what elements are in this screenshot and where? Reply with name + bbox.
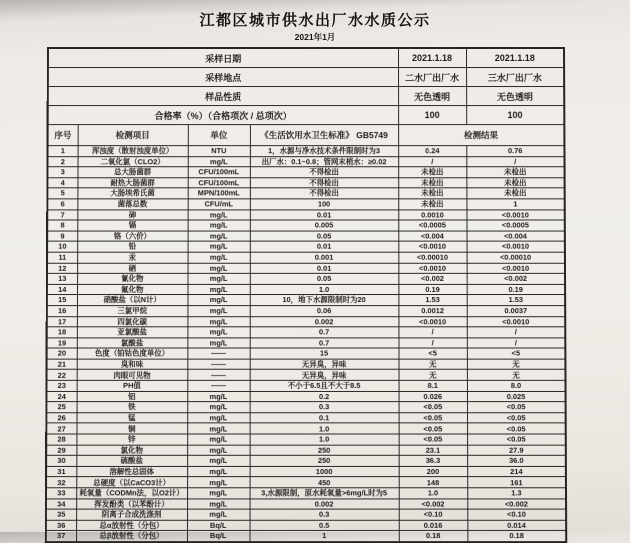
cell-seq: 12 [47, 263, 77, 274]
cell-result-plant2: 0.24 [398, 146, 466, 157]
col-header-standard: 《生活饮用水卫生标准》 GB5749 [250, 125, 398, 146]
cell-unit: mg/L [187, 316, 249, 327]
cell-item: 氯化物 [76, 445, 187, 456]
data-rows [46, 146, 566, 542]
cell-result-plant3: <0.05 [467, 423, 566, 434]
cell-result-plant2: 无 [399, 370, 467, 381]
cell-seq: 20 [47, 348, 77, 359]
table-row [47, 167, 564, 178]
cell-seq: 25 [46, 402, 76, 413]
cell-item: 氯酸盐 [77, 338, 188, 349]
meta-value-plant2: 100 [398, 106, 466, 125]
cell-result-plant2: <0.002 [398, 273, 466, 284]
table-row [46, 445, 566, 456]
cell-item: 总β放射性（分包） [76, 531, 187, 542]
cell-limit: 0.5 [250, 520, 399, 531]
cell-limit: 1.0 [250, 284, 399, 295]
cell-unit: MPN/100mL [188, 188, 250, 199]
cell-limit: 0.01 [250, 263, 399, 274]
cell-result-plant3: <0.05 [467, 413, 566, 424]
cell-result-plant3: <0.004 [467, 231, 565, 242]
cell-result-plant3: 0.025 [467, 391, 566, 402]
cell-seq: 9 [47, 231, 77, 242]
cell-result-plant2: <0.0005 [398, 220, 466, 231]
col-header-seq: 序号 [48, 125, 78, 146]
cell-unit: mg/L [187, 295, 249, 306]
cell-result-plant2: 0.19 [398, 284, 466, 295]
cell-result-plant3: 0.19 [467, 284, 565, 295]
meta-row [48, 68, 564, 87]
cell-result-plant3: 未检出 [466, 188, 564, 199]
table-row [47, 220, 565, 231]
cell-unit: mg/L [188, 263, 250, 274]
cell-unit: mg/L [187, 466, 249, 477]
cell-item: 硒 [77, 263, 187, 274]
table-row [46, 402, 565, 413]
cell-unit: CFU/mL [188, 199, 250, 210]
cell-item: 臭和味 [77, 359, 188, 370]
meta-label: 样品性质 [48, 87, 398, 106]
cell-result-plant2: 未检出 [398, 199, 466, 210]
cell-result-plant2: / [398, 327, 466, 338]
table-row [46, 488, 566, 499]
cell-seq: 29 [46, 445, 76, 456]
cell-unit: mg/L [187, 338, 249, 349]
cell-item: 氟化物 [77, 284, 187, 295]
cell-result-plant3: 未检出 [466, 178, 564, 189]
meta-value-plant3: 2021.1.18 [466, 48, 564, 68]
cell-result-plant3: <0.002 [467, 499, 566, 510]
cell-unit: mg/L [187, 509, 250, 520]
cell-unit: mg/L [187, 499, 250, 510]
cell-limit: 0.3 [250, 402, 399, 413]
cell-seq: 15 [47, 295, 77, 306]
cell-result-plant2: <0.05 [399, 423, 467, 434]
table-row [47, 316, 566, 327]
meta-value-plant2: 2021.1.18 [398, 48, 466, 68]
cell-result-plant3: 1.53 [467, 295, 565, 306]
cell-limit: 不小于6.5且不大于8.5 [250, 380, 399, 391]
cell-unit: Bq/L [187, 531, 250, 542]
cell-result-plant3: <0.002 [467, 273, 565, 284]
cell-unit: mg/L [188, 156, 250, 167]
cell-seq: 6 [47, 199, 77, 210]
cell-unit: mg/L [187, 306, 249, 317]
cell-seq: 3 [47, 167, 77, 178]
cell-result-plant3: 0.014 [467, 520, 566, 531]
cell-result-plant2: 0.026 [399, 391, 467, 402]
meta-value-plant3: 100 [466, 106, 564, 125]
cell-unit: mg/L [187, 284, 249, 295]
cell-item: 砷 [77, 209, 187, 220]
cell-limit: 出厂水：0.1~0.8；管网末梢水：≥0.02 [250, 156, 398, 167]
meta-label: 采样地点 [48, 68, 398, 87]
cell-item: 铁 [77, 402, 188, 413]
table-row [47, 231, 565, 242]
cell-result-plant2: 8.1 [399, 380, 467, 391]
cell-seq: 16 [47, 306, 77, 317]
cell-limit: 无异臭，异味 [250, 370, 399, 381]
cell-item: 亚氯酸盐 [77, 327, 188, 338]
cell-unit: mg/L [188, 252, 250, 263]
table-row [46, 477, 566, 488]
col-header-result: 检测结果 [398, 125, 564, 146]
cell-seq: 37 [46, 531, 76, 542]
cell-item: 大肠埃希氏菌 [77, 188, 187, 199]
cell-result-plant2: 148 [399, 477, 468, 488]
cell-result-plant2: / [398, 338, 466, 349]
cell-result-plant3: 0.18 [467, 531, 566, 542]
table-row [46, 413, 565, 424]
cell-limit: 0.002 [250, 316, 399, 327]
table-row [47, 241, 565, 252]
cell-unit: mg/L [187, 477, 249, 488]
cell-limit: 0.7 [250, 327, 399, 338]
cell-limit: 0.06 [250, 306, 399, 317]
cell-result-plant2: 0.0012 [398, 306, 466, 317]
table-row [46, 434, 566, 445]
cell-result-plant2: <0.0010 [398, 316, 466, 327]
cell-limit: 0.05 [250, 231, 399, 242]
cell-seq: 32 [46, 477, 76, 488]
cell-unit: mg/L [187, 391, 249, 402]
col-header-item: 检测项目 [78, 125, 188, 146]
page-subtitle: 2021年1月 [294, 32, 336, 42]
cell-unit: mg/L [187, 456, 249, 467]
cell-item: 肉眼可见物 [77, 370, 188, 381]
cell-item: 总α放射性（分包） [76, 520, 187, 531]
cell-seq: 19 [47, 338, 77, 349]
table-row [46, 509, 566, 520]
cell-item: PH值 [77, 380, 188, 391]
table-row [47, 284, 565, 295]
meta-label: 采样日期 [48, 48, 398, 68]
cell-limit: 0.3 [250, 509, 399, 520]
cell-result-plant3: <5 [467, 348, 566, 359]
cell-limit: 1.0 [250, 434, 399, 445]
cell-result-plant3: <0.0010 [467, 263, 565, 274]
table-row [48, 146, 565, 157]
table-row [47, 338, 566, 349]
cell-result-plant2: 23.1 [399, 445, 468, 456]
table-row [46, 370, 565, 381]
cell-seq: 26 [46, 413, 76, 424]
cell-item: 阴离子合成洗涤剂 [76, 509, 187, 520]
cell-unit: CFU/100mL [188, 167, 250, 178]
cell-unit: CFU/100mL [188, 178, 250, 189]
table-row [47, 209, 565, 220]
cell-result-plant3: 1.3 [467, 488, 566, 499]
cell-item: 耗氧量（CODMn法，以O2计） [76, 488, 187, 499]
cell-limit: 10，地下水源限制时为20 [250, 295, 399, 306]
cell-unit: —— [187, 348, 249, 359]
meta-value-plant3: 三水厂出厂水 [466, 68, 564, 87]
cell-limit: 450 [250, 477, 399, 488]
cell-result-plant3: <0.0010 [467, 316, 566, 327]
cell-seq: 21 [47, 359, 77, 370]
cell-seq: 30 [46, 456, 76, 467]
cell-item: 锰 [77, 413, 188, 424]
cell-result-plant3: <0.05 [467, 402, 566, 413]
cell-unit: mg/L [187, 445, 249, 456]
cell-item: 耐热大肠菌群 [77, 178, 187, 189]
cell-result-plant2: <0.002 [399, 499, 468, 510]
cell-unit: mg/L [188, 209, 250, 220]
cell-seq: 4 [47, 178, 77, 189]
cell-result-plant2: <0.00010 [398, 252, 466, 263]
table-row [46, 380, 565, 391]
cell-item: 总大肠菌群 [77, 167, 187, 178]
cell-item: 总硬度（以CaCO3计） [76, 477, 187, 488]
cell-result-plant3: 0.0037 [467, 306, 565, 317]
cell-seq: 11 [47, 252, 77, 263]
cell-result-plant2: <0.05 [399, 402, 467, 413]
sample-meta-rows [48, 48, 565, 125]
cell-item: 四氯化碳 [77, 316, 188, 327]
table-row [46, 423, 566, 434]
cell-result-plant2: 未检出 [398, 178, 466, 189]
cell-item: 铅 [77, 241, 187, 252]
cell-limit: 不得检出 [250, 178, 398, 189]
table-row [47, 263, 565, 274]
cell-item: 硝酸盐（以N计） [77, 295, 188, 306]
table-row [46, 520, 566, 531]
table-row [47, 178, 564, 189]
cell-result-plant3: <0.10 [467, 509, 566, 520]
cell-unit: mg/L [187, 423, 249, 434]
cell-seq: 33 [46, 488, 76, 499]
cell-seq: 31 [46, 466, 76, 477]
cell-limit: 无异臭，异味 [250, 359, 399, 370]
cell-result-plant3: 214 [467, 466, 566, 477]
cell-limit: 250 [250, 445, 399, 456]
cell-item: 汞 [77, 252, 187, 263]
table-row [47, 359, 566, 370]
cell-seq: 8 [47, 220, 77, 231]
cell-limit: 1，水源与净水技术条件限制时为3 [250, 146, 398, 157]
cell-unit: —— [187, 380, 249, 391]
cell-result-plant2: <0.0010 [398, 263, 466, 274]
page-title: 江都区城市供水出厂水水质公示 [199, 12, 431, 29]
cell-unit: mg/L [187, 488, 249, 499]
cell-item: 铜 [76, 423, 187, 434]
cell-result-plant3: <0.0010 [466, 209, 564, 220]
cell-unit: mg/L [188, 273, 250, 284]
cell-limit: 0.001 [250, 252, 399, 263]
cell-seq: 1 [48, 146, 78, 157]
meta-value-plant3: 无色透明 [466, 87, 564, 106]
meta-value-plant2: 二水厂出厂水 [398, 68, 466, 87]
cell-limit: 0.05 [250, 273, 399, 284]
cell-result-plant2: <5 [398, 348, 466, 359]
cell-seq: 7 [47, 209, 77, 220]
cell-unit: mg/L [187, 434, 249, 445]
cell-result-plant3: 1 [466, 199, 564, 210]
cell-item: 铝 [77, 391, 188, 402]
cell-result-plant2: 200 [399, 466, 468, 477]
cell-result-plant3: 未检出 [466, 167, 564, 178]
cell-unit: mg/L [188, 220, 250, 231]
cell-limit: 15 [250, 348, 399, 359]
column-header-row [48, 125, 565, 146]
cell-seq: 34 [46, 499, 76, 510]
cell-item: 挥发酚类（以苯酚计） [76, 499, 187, 510]
cell-item: 镉 [77, 220, 187, 231]
table-row [47, 156, 564, 167]
meta-value-plant2: 无色透明 [398, 87, 466, 106]
cell-result-plant2: 0.016 [399, 520, 468, 531]
cell-result-plant2: 未检出 [398, 167, 466, 178]
table-row [47, 252, 565, 263]
cell-limit: 1 [250, 531, 399, 542]
cell-result-plant3: 无 [467, 359, 566, 370]
cell-limit: 1000 [250, 466, 399, 477]
cell-unit: mg/L [187, 402, 249, 413]
cell-item: 铬（六价） [77, 231, 187, 242]
table-row [47, 273, 565, 284]
cell-result-plant2: 0.0010 [398, 209, 466, 220]
cell-result-plant2: 1.53 [398, 295, 466, 306]
cell-limit: 0.01 [250, 241, 399, 252]
cell-unit: mg/L [187, 413, 249, 424]
cell-result-plant2: 无 [399, 359, 467, 370]
cell-seq: 10 [47, 241, 77, 252]
cell-unit: NTU [188, 146, 250, 157]
cell-seq: 13 [47, 273, 77, 284]
cell-unit: —— [187, 359, 249, 370]
table-row [47, 348, 566, 359]
cell-seq: 27 [46, 423, 76, 434]
cell-seq: 22 [46, 370, 76, 381]
cell-limit: 0.7 [250, 338, 399, 349]
table-row [46, 531, 566, 542]
cell-limit: 0.01 [250, 209, 398, 220]
cell-limit: 3,水源限制，原水耗氧量>6mg/L时为5 [250, 488, 399, 499]
table-row [46, 466, 566, 477]
cell-item: 三氯甲烷 [77, 306, 188, 317]
cell-unit: Bq/L [187, 520, 250, 531]
meta-row [48, 87, 565, 106]
cell-seq: 2 [47, 156, 77, 167]
cell-result-plant3: <0.0010 [467, 241, 565, 252]
cell-result-plant2: 未检出 [398, 188, 466, 199]
table-row [47, 306, 565, 317]
cell-unit: mg/L [187, 327, 249, 338]
cell-result-plant3: <0.0005 [466, 220, 564, 231]
cell-seq: 24 [46, 391, 76, 402]
cell-result-plant3: 161 [467, 477, 566, 488]
cell-result-plant2: 36.3 [399, 456, 468, 467]
cell-seq: 36 [46, 520, 76, 531]
cell-seq: 18 [47, 327, 77, 338]
cell-item: 氰化物 [77, 273, 187, 284]
cell-limit: 1.0 [250, 423, 399, 434]
table-row [47, 199, 564, 210]
cell-limit: 不得检出 [250, 188, 398, 199]
cell-result-plant2: 1.0 [399, 488, 468, 499]
cell-item: 二氧化氯（CLO2） [78, 156, 188, 167]
cell-result-plant3: 8.0 [467, 380, 566, 391]
cell-result-plant3: / [467, 327, 566, 338]
cell-result-plant3: 27.9 [467, 445, 566, 456]
cell-result-plant2: <0.004 [398, 231, 466, 242]
cell-seq: 35 [46, 509, 76, 520]
cell-seq: 14 [47, 284, 77, 295]
cell-item: 菌落总数 [77, 199, 187, 210]
cell-result-plant3: <0.00010 [467, 252, 565, 263]
table-row [46, 499, 566, 510]
cell-result-plant2: <0.05 [399, 434, 467, 445]
cell-unit: mg/L [188, 241, 250, 252]
cell-item: 浑浊度（散射浊度单位） [78, 146, 188, 157]
table-row [46, 456, 566, 467]
cell-limit: 不得检出 [250, 167, 398, 178]
cell-result-plant2: <0.05 [399, 413, 467, 424]
water-quality-table [45, 47, 568, 543]
cell-result-plant2: <0.0010 [398, 241, 466, 252]
cell-result-plant3: / [466, 156, 564, 167]
table-row [47, 295, 565, 306]
meta-label: 合格率（%）（合格项次 / 总项次） [48, 106, 398, 125]
meta-row [48, 48, 564, 68]
cell-limit: 100 [250, 199, 398, 210]
cell-limit: 0.2 [250, 391, 399, 402]
cell-result-plant2: <0.10 [399, 509, 468, 520]
cell-limit: 0.1 [250, 413, 399, 424]
table-row [47, 188, 564, 199]
cell-item: 色度（铂钴色度单位） [77, 348, 188, 359]
cell-seq: 23 [46, 380, 76, 391]
cell-result-plant2: 0.18 [399, 531, 468, 542]
cell-result-plant2: / [398, 156, 466, 167]
cell-limit: 0.005 [250, 220, 398, 231]
cell-result-plant3: 36.0 [467, 456, 566, 467]
cell-seq: 5 [47, 188, 77, 199]
cell-seq: 17 [47, 316, 77, 327]
cell-unit: —— [187, 370, 249, 381]
cell-result-plant3: <0.05 [467, 434, 566, 445]
cell-result-plant3: 0.76 [466, 146, 564, 157]
cell-unit: mg/L [188, 231, 250, 242]
cell-result-plant3: 无 [467, 370, 566, 381]
cell-limit: 250 [250, 456, 399, 467]
cell-seq: 28 [46, 434, 76, 445]
col-header-unit: 单位 [188, 125, 250, 146]
cell-result-plant3: / [467, 338, 566, 349]
table-row [47, 327, 566, 338]
cell-item: 溶解性总固体 [76, 466, 187, 477]
cell-item: 硫酸盐 [76, 456, 187, 467]
table-row [46, 391, 565, 402]
cell-item: 锌 [76, 434, 187, 445]
cell-limit: 0.002 [250, 499, 399, 510]
meta-row [48, 106, 565, 125]
